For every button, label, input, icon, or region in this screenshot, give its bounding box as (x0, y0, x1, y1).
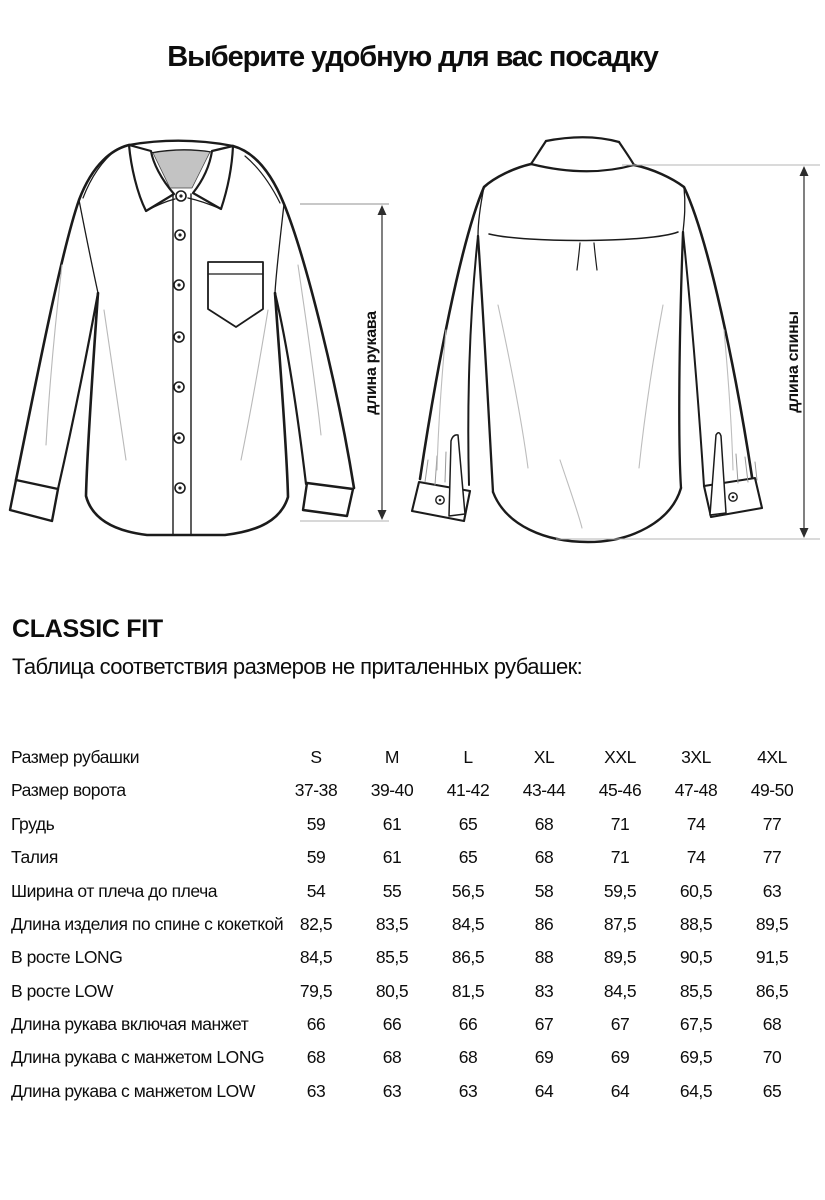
back-pleat (577, 243, 597, 270)
table-description: Таблица соответствия размеров не приталенных рубашек: (12, 654, 583, 679)
fit-heading: CLASSIC FIT (12, 615, 163, 643)
table-row (0, 941, 825, 974)
row-value: 59,5 (603, 880, 637, 901)
shirt-diagrams (0, 130, 825, 560)
row-value: 54 (306, 880, 326, 901)
row-value: 66 (458, 1014, 478, 1035)
row-value: 64,5 (679, 1080, 713, 1101)
row-value: 79,5 (299, 980, 333, 1001)
row-value: 77 (762, 813, 782, 834)
back-shirt-drawing (412, 137, 762, 542)
row-value: 63 (306, 1080, 326, 1101)
row-value: 85,5 (679, 980, 713, 1001)
row-value: 82,5 (299, 913, 333, 934)
row-value: 84,5 (451, 913, 485, 934)
table-row (0, 808, 825, 841)
row-value: 65 (458, 813, 478, 834)
size-column-header: S (310, 746, 322, 767)
table-row (0, 975, 825, 1008)
row-value: 64 (534, 1080, 554, 1101)
row-value: 74 (686, 813, 706, 834)
row-value: 49-50 (750, 780, 794, 801)
size-table (0, 741, 825, 1108)
size-column-header: 4XL (757, 746, 787, 767)
row-value: 69,5 (679, 1047, 713, 1068)
sleeve-length-dimension (300, 204, 389, 521)
row-value: 91,5 (755, 947, 789, 968)
back-right-cuff (704, 433, 762, 517)
front-left-cuff (10, 480, 58, 521)
table-row (0, 1042, 825, 1075)
front-shirt-drawing (10, 141, 354, 535)
row-value: 84,5 (603, 980, 637, 1001)
row-value: 65 (762, 1080, 782, 1101)
row-value: 71 (610, 847, 630, 868)
row-value: 65 (458, 847, 478, 868)
front-right-cuff (303, 483, 353, 516)
row-label: В росте LONG (11, 947, 123, 968)
back-collar (531, 137, 634, 171)
row-value: 60,5 (679, 880, 713, 901)
row-value: 55 (382, 880, 402, 901)
row-value: 77 (762, 847, 782, 868)
table-row (0, 1008, 825, 1041)
size-table-body (0, 774, 825, 1108)
row-value: 86,5 (451, 947, 485, 968)
row-value: 89,5 (755, 913, 789, 934)
row-value: 80,5 (375, 980, 409, 1001)
page-title: Выберите удобную для вас посадку (167, 41, 658, 73)
row-value: 68 (534, 847, 554, 868)
row-value: 68 (534, 813, 554, 834)
row-value: 67,5 (679, 1014, 713, 1035)
size-column-header: XXL (604, 746, 636, 767)
row-label: Грудь (11, 813, 55, 834)
row-value: 86,5 (755, 980, 789, 1001)
row-value: 63 (762, 880, 782, 901)
row-value: 61 (382, 847, 402, 868)
row-label: В росте LOW (11, 980, 114, 1001)
row-label: Размер ворота (11, 780, 126, 801)
row-label: Длина рукава включая манжет (11, 1014, 249, 1035)
row-value: 90,5 (679, 947, 713, 968)
row-value: 59 (306, 813, 326, 834)
row-value: 86 (534, 913, 554, 934)
chest-pocket (208, 262, 263, 327)
row-value: 63 (458, 1080, 478, 1101)
row-value: 61 (382, 813, 402, 834)
row-value: 69 (610, 1047, 630, 1068)
row-value: 67 (610, 1014, 630, 1035)
row-value: 56,5 (451, 880, 485, 901)
row-label: Талия (11, 847, 58, 868)
row-value: 83 (534, 980, 554, 1001)
row-value: 68 (382, 1047, 402, 1068)
row-value: 89,5 (603, 947, 637, 968)
row-value: 67 (534, 1014, 554, 1035)
row-value: 37-38 (294, 780, 338, 801)
row-value: 88,5 (679, 913, 713, 934)
size-column-header: M (384, 746, 400, 767)
row-value: 81,5 (451, 980, 485, 1001)
row-value: 68 (458, 1047, 478, 1068)
row-value: 85,5 (375, 947, 409, 968)
front-buttons (174, 191, 186, 493)
row-label: Длина рукава с манжетом LONG (11, 1047, 265, 1068)
row-value: 83,5 (375, 913, 409, 934)
row-value: 66 (306, 1014, 326, 1035)
row-value: 84,5 (299, 947, 333, 968)
size-column-header: L (463, 746, 473, 767)
row-value: 64 (610, 1080, 630, 1101)
row-value: 41-42 (446, 780, 490, 801)
row-value: 47-48 (674, 780, 718, 801)
row-value: 74 (686, 847, 706, 868)
sleeve-length-label: длина рукава (363, 311, 380, 415)
row-value: 70 (762, 1047, 782, 1068)
row-value: 58 (534, 880, 554, 901)
row-value: 69 (534, 1047, 554, 1068)
row-value: 66 (382, 1014, 402, 1035)
size-column-header: XL (533, 746, 555, 767)
row-value: 39-40 (370, 780, 414, 801)
table-row (0, 875, 825, 908)
row-label: Длина рукава с манжетом LOW (11, 1080, 255, 1101)
table-row (0, 1075, 825, 1108)
back-yoke-seam (489, 232, 678, 241)
back-length-dimension (556, 165, 820, 539)
table-header-row (0, 741, 825, 774)
row-label: Длина изделия по спине с кокеткой (11, 913, 284, 934)
table-header-label: Размер рубашки (11, 746, 140, 767)
table-row (0, 908, 825, 941)
row-value: 71 (610, 813, 630, 834)
size-column-header: 3XL (681, 746, 711, 767)
row-value: 68 (306, 1047, 326, 1068)
back-length-label: длина спины (785, 311, 802, 413)
table-row (0, 774, 825, 807)
row-value: 45-46 (598, 780, 642, 801)
row-value: 87,5 (603, 913, 637, 934)
row-value: 59 (306, 847, 326, 868)
row-value: 68 (762, 1014, 782, 1035)
row-value: 63 (382, 1080, 402, 1101)
row-value: 88 (534, 947, 554, 968)
row-label: Ширина от плеча до плеча (11, 880, 218, 901)
row-value: 43-44 (522, 780, 566, 801)
table-row (0, 841, 825, 874)
